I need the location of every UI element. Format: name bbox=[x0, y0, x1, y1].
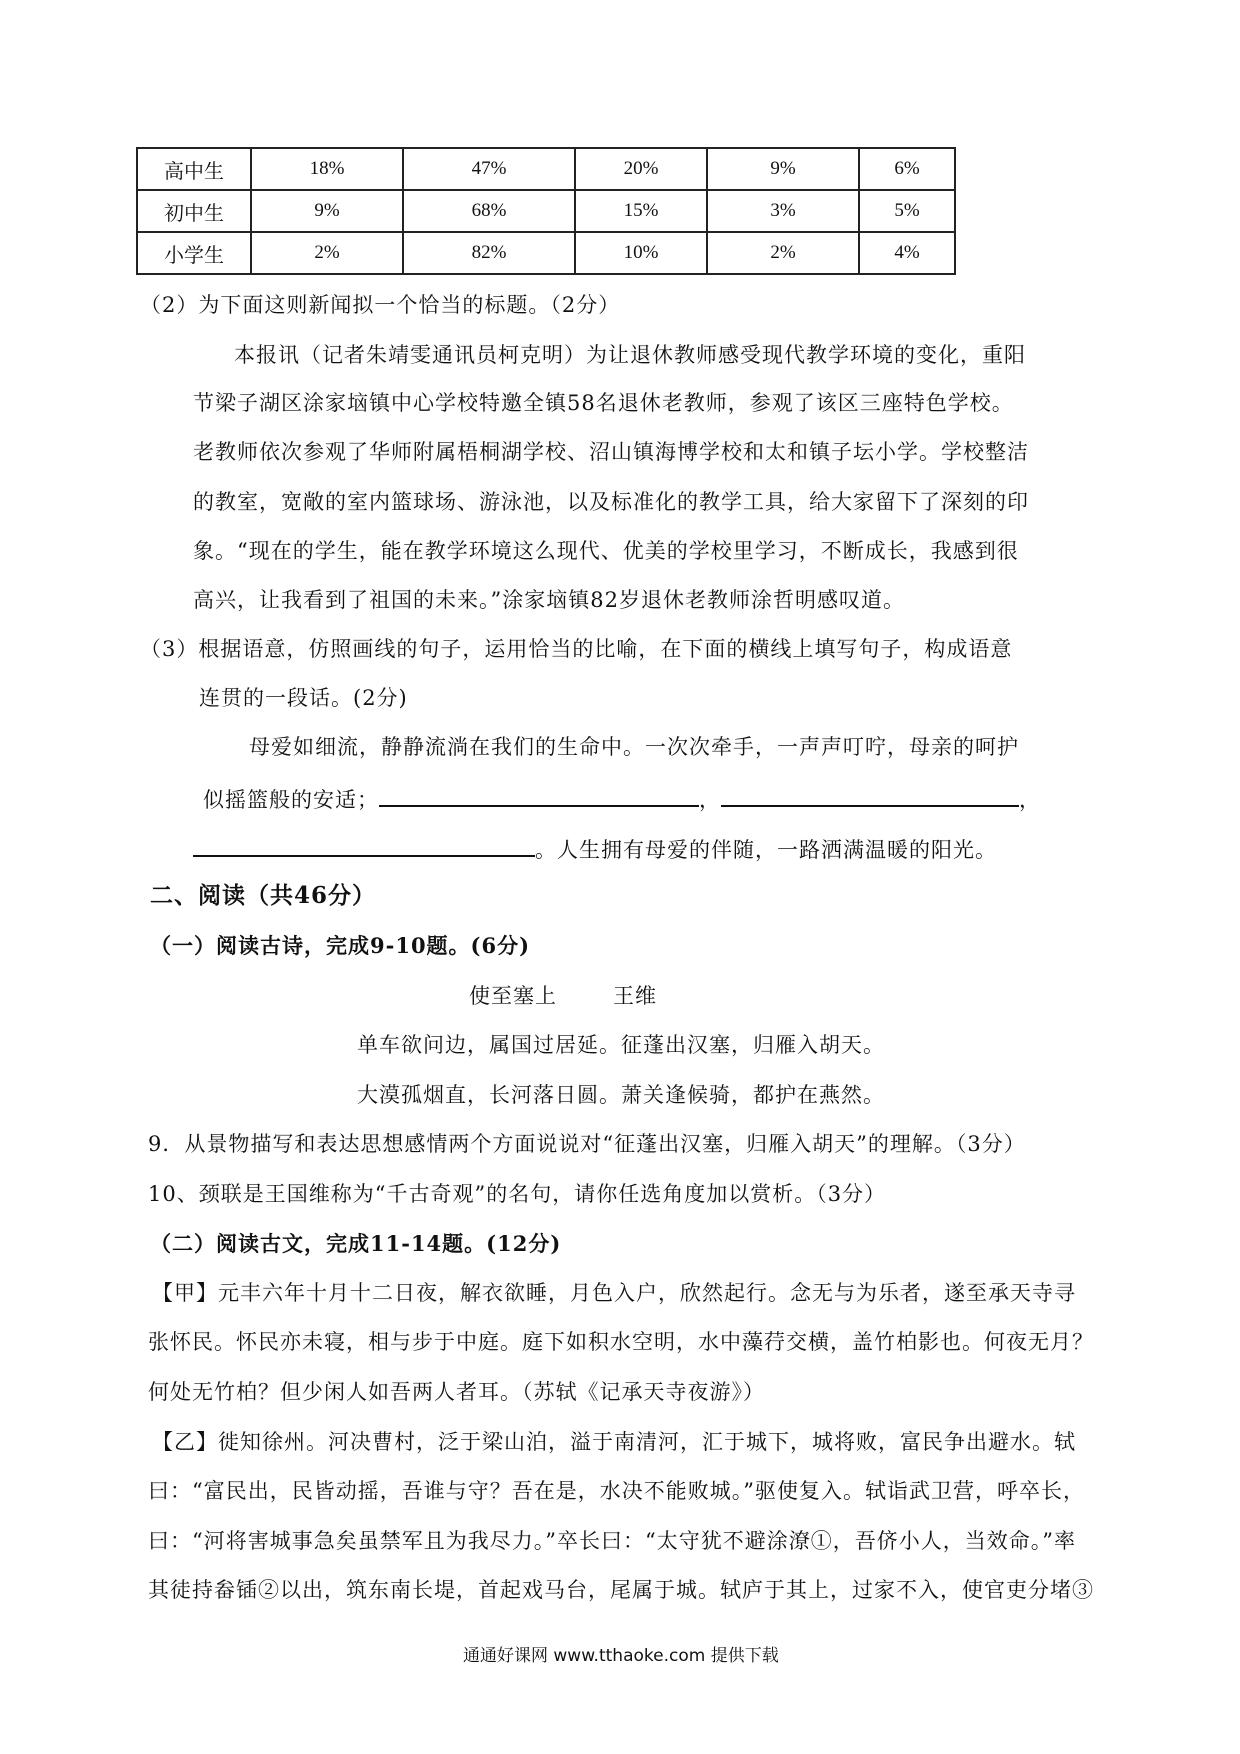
row-label: 高中生 bbox=[137, 148, 251, 190]
table-cell: 5% bbox=[859, 190, 955, 232]
passage-yi-line: 曰：“河将害城事急矣虽禁军且为我尽力。”卒长曰：“太守犹不避涂潦①，吾侪小人，当效命。”率 bbox=[148, 1529, 1076, 1553]
passage-yi-line: 其徒持畚锸②以出，筑东南长堤，首起戏马台，尾属于城。轼庐于其上，过家不入，使官吏分堵③ bbox=[148, 1578, 1094, 1602]
table-row bbox=[137, 232, 955, 274]
news-paragraph-line: 节梁子湖区涂家垴镇中心学校特邀全镇58名退休老教师，参观了该区三座特色学校。 bbox=[193, 391, 1014, 415]
poem-title: 使至塞上 bbox=[469, 984, 557, 1008]
table-cell: 18% bbox=[251, 148, 403, 190]
part-heading: （一）阅读古诗，完成9-10题。(6分) bbox=[150, 933, 531, 958]
punctuation: ， bbox=[699, 788, 721, 812]
news-paragraph-line: 的教室，宽敞的室内篮球场、游泳池，以及标准化的教学工具，给大家留下了深刻的印 bbox=[193, 490, 1029, 514]
table-cell: 4% bbox=[859, 232, 955, 274]
passage-yi-line: 曰：“富民出，民皆动摇，吾谁与守？吾在是，水决不能败城。”驱使复入。轼诣武卫营，呼卒长， bbox=[148, 1479, 1085, 1503]
table-cell: 3% bbox=[707, 190, 859, 232]
survey-table bbox=[136, 147, 956, 275]
table-cell: 2% bbox=[251, 232, 403, 274]
question-3-prompt-cont: 连贯的一段话。(2分) bbox=[199, 686, 408, 710]
table-row bbox=[137, 148, 955, 190]
passage-jia-line: 张怀民。怀民亦未寝，相与步于中庭。庭下如积水空明，水中藻荇交横，盖竹柏影也。何夜无月？ bbox=[148, 1330, 1094, 1354]
table-cell: 10% bbox=[575, 232, 707, 274]
page-footer: 通通好课网 www.tthaoke.com 提供下载 bbox=[463, 1646, 779, 1666]
row-label: 小学生 bbox=[137, 232, 251, 274]
question-3-prompt: （3）根据语意，仿照画线的句子，运用恰当的比喻，在下面的横线上填写句子，构成语意 bbox=[140, 637, 1013, 661]
fill-in-line-2 bbox=[193, 833, 997, 864]
poem-author: 王维 bbox=[613, 984, 657, 1008]
news-paragraph-line: 老教师依次参观了华师附属梧桐湖学校、沼山镇海博学校和太和镇子坛小学。学校整洁 bbox=[193, 440, 1029, 464]
table-cell: 6% bbox=[859, 148, 955, 190]
question-9: 9．从景物描写和表达思想感情两个方面说说对“征蓬出汉塞，归雁入胡天”的理解。（3分） bbox=[148, 1132, 1026, 1156]
answer-blank[interactable] bbox=[193, 833, 535, 857]
table-cell: 2% bbox=[707, 232, 859, 274]
passage-jia-line: 何处无竹柏？但少闲人如吾两人者耳。（苏轼《记承天寺夜游》） bbox=[148, 1380, 765, 1404]
question-10: 10、颈联是王国维称为“千古奇观”的名句，请你任选角度加以赏析。（3分） bbox=[148, 1182, 887, 1206]
punctuation: ， bbox=[1019, 788, 1041, 812]
poem-line: 单车欲问边，属国过居延。征蓬出汉塞，归雁入胡天。 bbox=[357, 1033, 885, 1057]
table-cell: 82% bbox=[403, 232, 575, 274]
news-paragraph-line: 高兴，让我看到了祖国的未来。”涂家垴镇82岁退休老教师涂哲明感叹道。 bbox=[193, 588, 905, 612]
part-heading: （二）阅读古文，完成11-14题。(12分) bbox=[150, 1231, 562, 1256]
passage-jia-line: 【甲】元丰六年十月十二日夜，解衣欲睡，月色入户，欣然起行。念无与为乐者，遂至承天寺寻 bbox=[152, 1281, 1076, 1305]
table-cell: 15% bbox=[575, 190, 707, 232]
passage-line: 母爱如细流，静静流淌在我们的生命中。一次次牵手，一声声叮咛，母亲的呵护 bbox=[249, 735, 1019, 759]
table-cell: 47% bbox=[403, 148, 575, 190]
table-cell: 9% bbox=[707, 148, 859, 190]
passage-yi-line: 【乙】徙知徐州。河决曹村，泛于梁山泊，溢于南清河，汇于城下，城将败，富民争出避水。轼 bbox=[152, 1430, 1076, 1454]
passage-text: 似摇篮般的安适； bbox=[203, 788, 379, 812]
row-label: 初中生 bbox=[137, 190, 251, 232]
fill-in-line-1 bbox=[203, 783, 1041, 814]
answer-blank[interactable] bbox=[721, 783, 1019, 807]
poem-line: 大漠孤烟直，长河落日圆。萧关逢候骑，都护在燕然。 bbox=[357, 1083, 885, 1107]
answer-blank[interactable] bbox=[379, 783, 699, 807]
table-cell: 9% bbox=[251, 190, 403, 232]
table-row bbox=[137, 190, 955, 232]
table-cell: 68% bbox=[403, 190, 575, 232]
news-paragraph-line: 本报讯（记者朱靖雯通讯员柯克明）为让退休教师感受现代教学环境的变化，重阳 bbox=[234, 343, 1026, 367]
section-heading: 二、阅读（共46分） bbox=[150, 882, 377, 909]
question-2-prompt: （2）为下面这则新闻拟一个恰当的标题。（2分） bbox=[140, 293, 621, 317]
table-cell: 20% bbox=[575, 148, 707, 190]
news-paragraph-line: 象。“现在的学生，能在教学环境这么现代、优美的学校里学习，不断成长，我感到很 bbox=[193, 539, 1019, 563]
passage-text: 。人生拥有母爱的伴随，一路洒满温暖的阳光。 bbox=[535, 838, 997, 862]
